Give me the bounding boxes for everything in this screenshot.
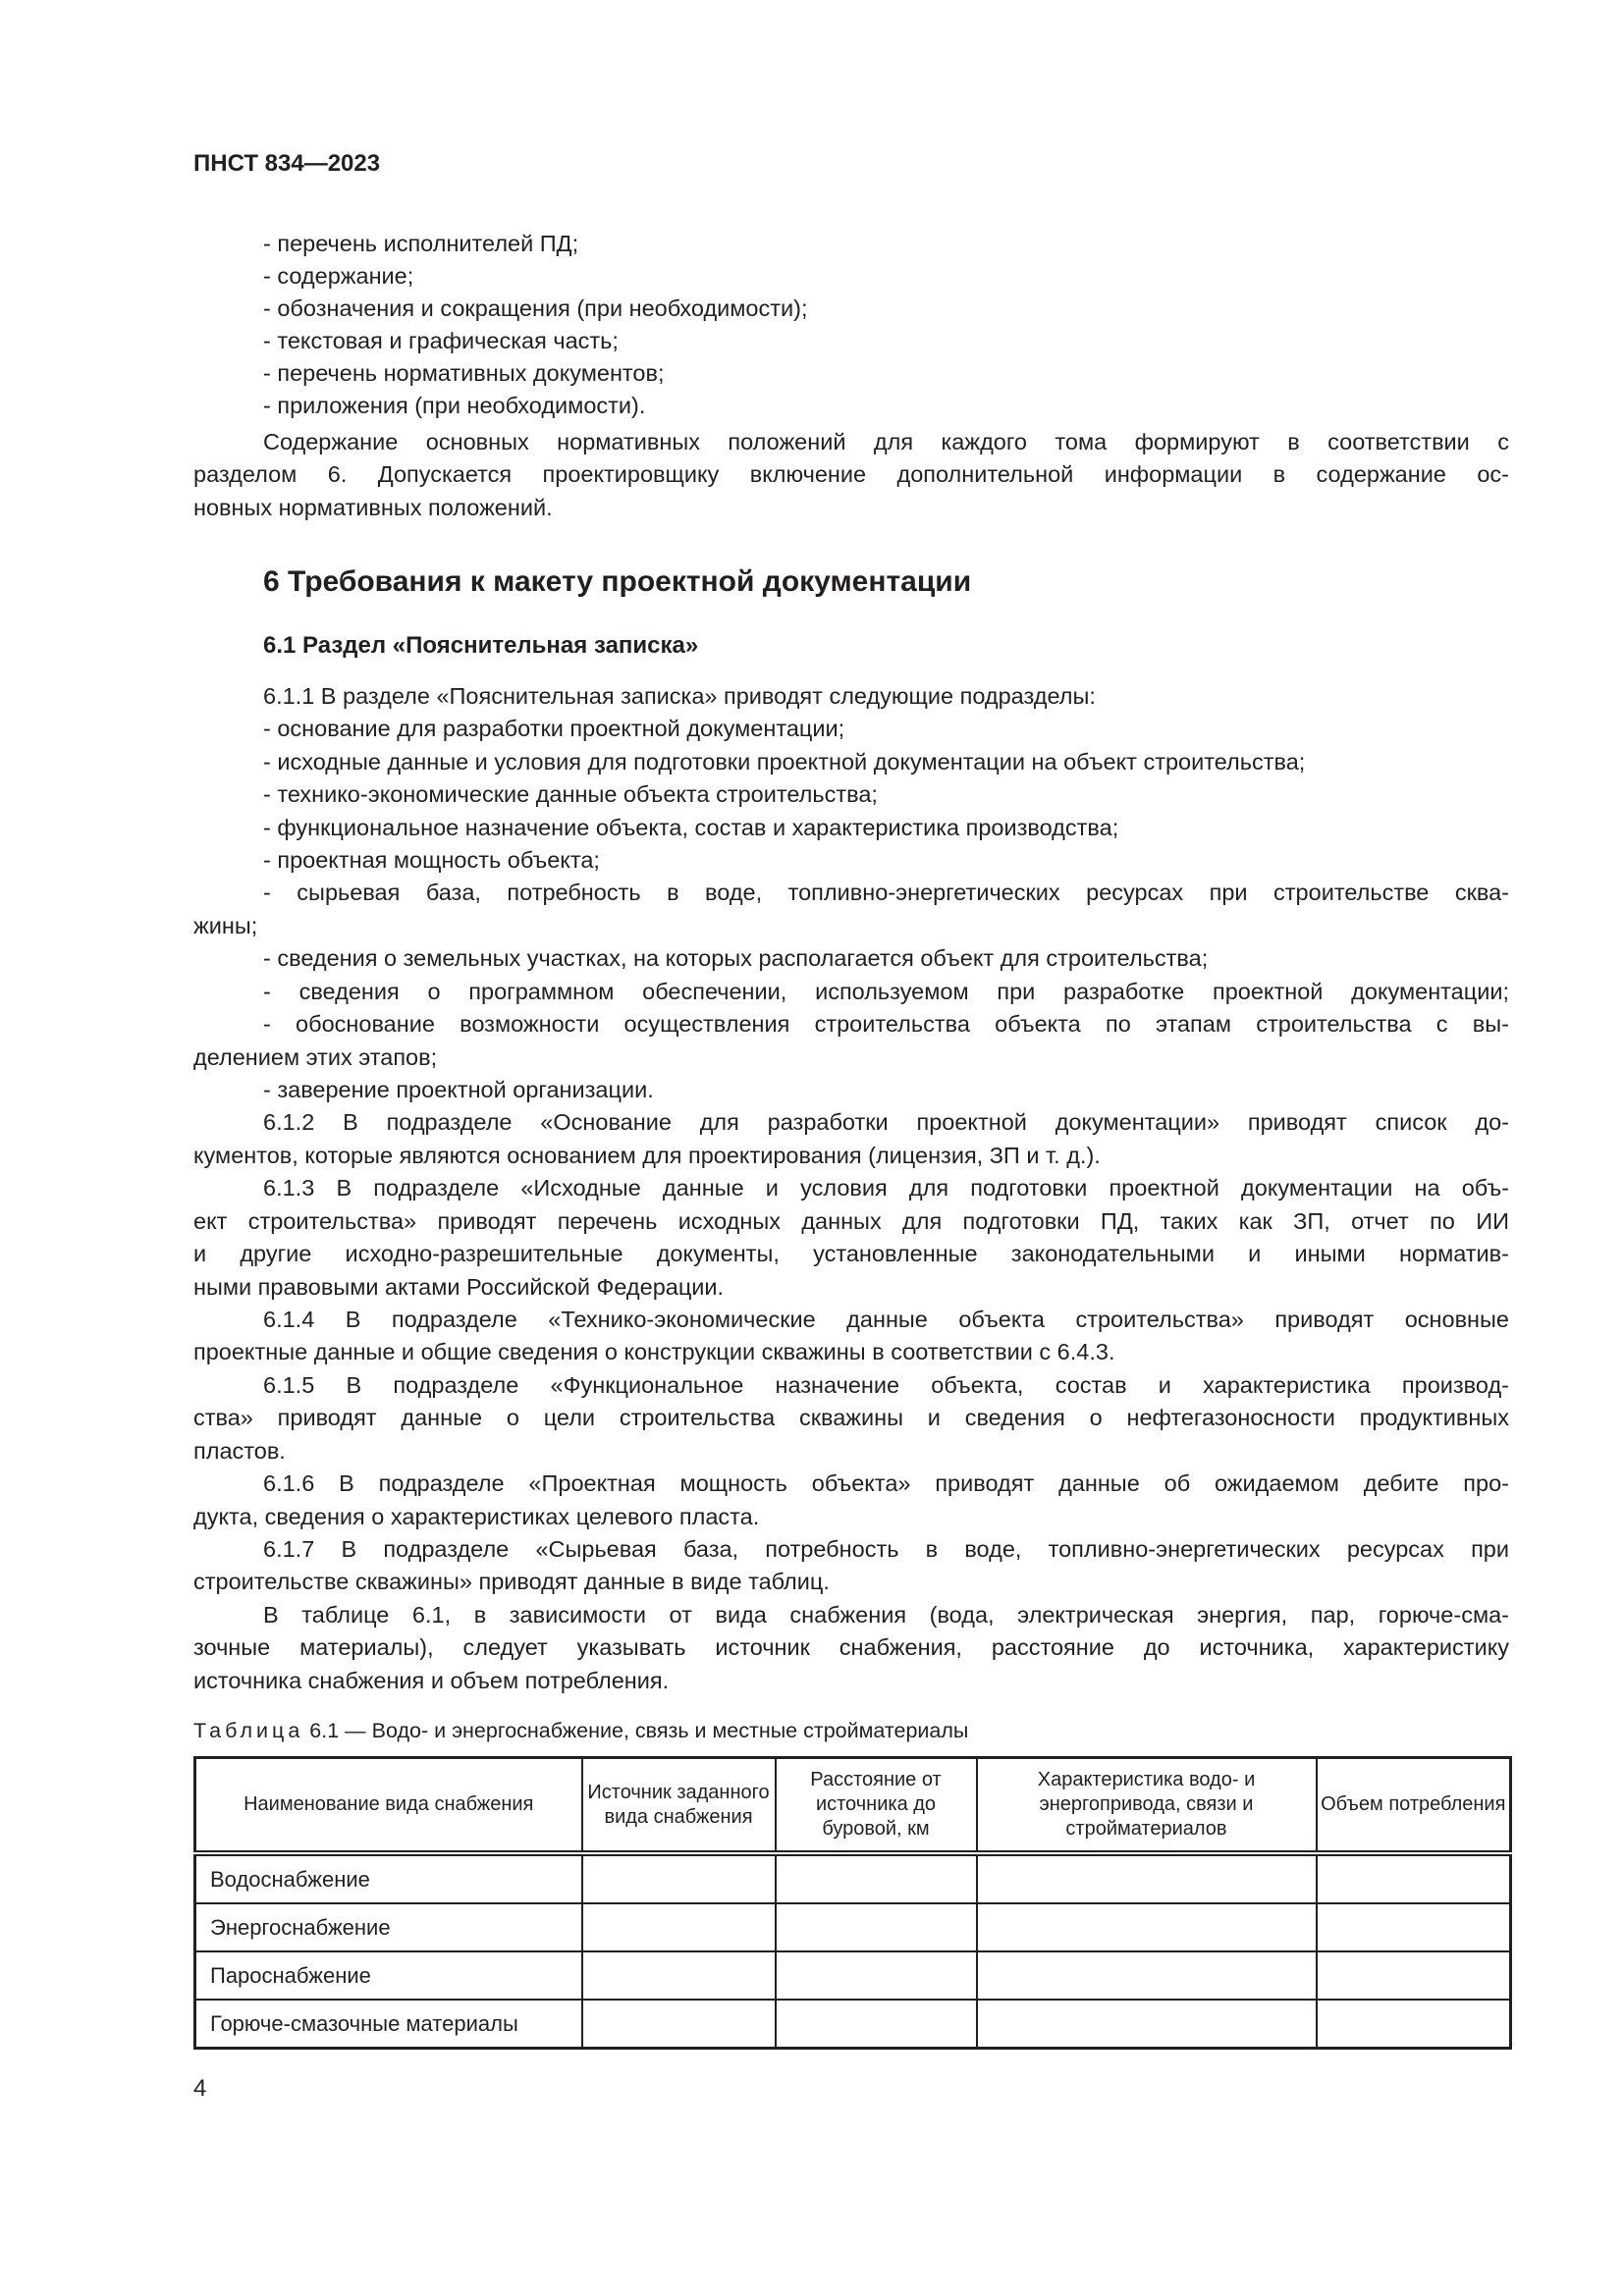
table-cell: Водоснабжение [195, 1853, 582, 1903]
list-item: - обоснование возможности осуществления строительства объекта по этапам строительства с вы- [263, 1011, 1509, 1037]
supply-table [193, 1756, 1512, 2050]
list-item: - обозначения и сокращения (при необходимости); [263, 295, 808, 321]
column-header: Расстояние от источника до буровой, км [776, 1758, 977, 1854]
paragraph-line: проектные данные и общие сведения о конструкции скважины в соответствии с 6.4.3. [193, 1339, 1115, 1364]
paragraph-line: 6.1.6 В подразделе «Проектная мощность объекта» приводят данные об ожидаемом дебите про- [263, 1470, 1509, 1496]
list-item: - текстовая и графическая часть; [263, 328, 619, 353]
paragraph-line: ект строительства» приводят перечень исходных данных для подготовки ПД, таких как ЗП, отчет по ИИ [193, 1208, 1509, 1234]
table-cell [582, 2000, 776, 2049]
table-cell [977, 1853, 1317, 1903]
list-item: - основание для разработки проектной документации; [263, 716, 845, 741]
list-item: - проектная мощность объекта; [263, 847, 600, 873]
paragraph-line: пластов. [193, 1438, 286, 1464]
list-item-continuation: жины; [193, 913, 258, 938]
list-item: - функциональное назначение объекта, состав и характеристика производства; [263, 815, 1119, 840]
paragraph-line: В таблице 6.1, в зависимости от вида снабжения (вода, электрическая энергия, пар, горюче-сма- [263, 1602, 1509, 1628]
paragraph-line: 6.1.7 В подразделе «Сырьевая база, потребность в воде, топливно-энергетических ресурсах при [263, 1536, 1509, 1562]
paragraph-line: 6.1.2 В подразделе «Основание для разработки проектной документации» приводят список до- [263, 1109, 1509, 1135]
list-item: - перечень исполнителей ПД; [263, 231, 579, 256]
table-row [195, 2000, 1511, 2049]
list-item-continuation: делением этих этапов; [193, 1044, 438, 1070]
table-cell [776, 1951, 977, 2000]
table-row [195, 1853, 1511, 1903]
table-cell: Пароснабжение [195, 1951, 582, 2000]
paragraph-line: зочные материалы), следует указывать источник снабжения, расстояние до источника, характеристику [193, 1634, 1509, 1660]
subsection-heading: 6.1 Раздел «Пояснительная записка» [263, 632, 699, 659]
table-cell [776, 2000, 977, 2049]
paragraph-line: 6.1.3 В подразделе «Исходные данные и условия для подготовки проектной документации на объ- [263, 1175, 1509, 1201]
list-item: - сведения о программном обеспечении, используемом при разработке проектной документации; [263, 979, 1509, 1004]
section-heading: 6 Требования к макету проектной документации [263, 565, 972, 598]
column-header: Наименование вида снабжения [195, 1758, 582, 1854]
table-cell [582, 1853, 776, 1903]
table-cell [776, 1903, 977, 1951]
list-item: - сведения о земельных участках, на которых располагается объект для строительства; [263, 945, 1209, 971]
column-header: Характеристика водо- и энергопривода, связи и стройматериалов [977, 1758, 1317, 1854]
list-item: - исходные данные и условия для подготовки проектной документации на объект строительства; [263, 749, 1306, 774]
table-cell [977, 1951, 1317, 2000]
table-caption-label: Таблица [193, 1719, 304, 1742]
document-code-header: ПНСТ 834—2023 [193, 150, 381, 177]
paragraph-line: 6.1.4 В подразделе «Технико-экономические данные объекта строительства» приводят основные [263, 1307, 1509, 1332]
paragraph-line: ства» приводят данные о цели строительства скважины и сведения о нефтегазоносности продуктивных [193, 1405, 1509, 1430]
table-header-row [195, 1758, 1511, 1854]
paragraph-line: новных нормативных положений. [193, 495, 553, 520]
paragraph-line: 6.1.1 В разделе «Пояснительная записка» приводят следующие подразделы: [263, 683, 1096, 709]
list-item: - заверение проектной организации. [263, 1077, 654, 1102]
table-row [195, 1951, 1511, 2000]
column-header: Объем потребления [1317, 1758, 1511, 1854]
table-cell [582, 1903, 776, 1951]
paragraph-line: строительстве скважины» приводят данные в виде таблиц. [193, 1569, 830, 1594]
table-cell [1317, 1853, 1511, 1903]
table-cell [977, 2000, 1317, 2049]
table-cell [1317, 2000, 1511, 2049]
table-cell [776, 1853, 977, 1903]
paragraph-line: и другие исходно-разрешительные документы, установленные законодательными и иными норматив- [193, 1241, 1509, 1266]
table-cell: Энергоснабжение [195, 1903, 582, 1951]
paragraph-line: 6.1.5 В подразделе «Функциональное назначение объекта, состав и характеристика производ- [263, 1372, 1509, 1398]
table-cell [1317, 1951, 1511, 2000]
list-item: - технико-экономические данные объекта строительства; [263, 781, 878, 807]
paragraph-line: дукта, сведения о характеристиках целевого пласта. [193, 1504, 760, 1529]
table-cell: Горюче-смазочные материалы [195, 2000, 582, 2049]
list-item: - сырьевая база, потребность в воде, топливно-энергетических ресурсах при строительстве сква- [263, 880, 1509, 905]
list-item: - содержание; [263, 263, 414, 289]
table-row [195, 1903, 1511, 1951]
paragraph-line: разделом 6. Допускается проектировщику включение дополнительной информации в содержание ос- [193, 461, 1509, 487]
column-header: Источник заданного вида снабжения [582, 1758, 776, 1854]
table-caption [193, 1717, 968, 1744]
list-item: - перечень нормативных документов; [263, 360, 665, 386]
paragraph-line: ными правовыми актами Российской Федерации. [193, 1274, 725, 1300]
table-cell [582, 1951, 776, 2000]
paragraph-line: Содержание основных нормативных положений для каждого тома формируют в соответствии с [263, 429, 1509, 454]
table-caption-text: 6.1 — Водо- и энергоснабжение, связь и местные стройматериалы [303, 1719, 969, 1742]
table-cell [977, 1903, 1317, 1951]
list-item: - приложения (при необходимости). [263, 393, 646, 418]
paragraph-line: источника снабжения и объем потребления. [193, 1668, 670, 1693]
table-cell [1317, 1903, 1511, 1951]
paragraph-line: кументов, которые являются основанием для проектирования (лицензия, ЗП и т. д.). [193, 1143, 1101, 1168]
page-number: 4 [193, 2075, 207, 2102]
